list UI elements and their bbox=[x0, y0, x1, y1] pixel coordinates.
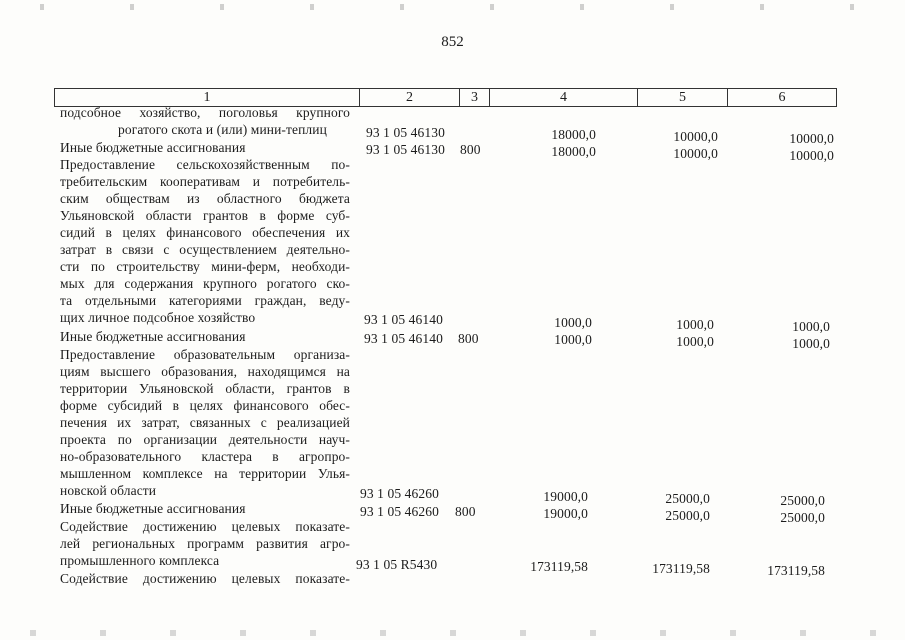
row-value-col6: 10000,0 bbox=[789, 131, 834, 146]
row-value-col4: 19000,0 bbox=[543, 506, 588, 521]
scan-noise-bottom bbox=[0, 630, 905, 636]
desc-line: Предоставление сельскохозяйственным по- bbox=[60, 157, 350, 172]
row-value-col5: 25000,0 bbox=[665, 508, 710, 523]
row-value-col4: 1000,0 bbox=[554, 315, 592, 330]
row-type: 800 bbox=[460, 142, 481, 157]
row-value-col6: 10000,0 bbox=[789, 148, 834, 163]
row-value-col4: 173119,58 bbox=[530, 559, 588, 574]
row-value-col5: 10000,0 bbox=[673, 146, 718, 161]
row-type: 800 bbox=[458, 331, 479, 346]
desc-line: рогатого скота и (или) мини-теплиц bbox=[118, 122, 327, 137]
desc-line: затрат в связи с осуществлением деятельно- bbox=[60, 242, 350, 257]
desc-line: Иные бюджетные ассигнования bbox=[60, 140, 246, 155]
desc-line: подсобное хозяйство, поголовья крупного bbox=[60, 105, 350, 120]
desc-line: Иные бюджетные ассигнования bbox=[60, 329, 246, 344]
row-code: 93 1 05 46140 bbox=[364, 331, 443, 346]
row-value-col5: 10000,0 bbox=[673, 129, 718, 144]
row-value-col5: 1000,0 bbox=[676, 334, 714, 349]
desc-line: печения их затрат, связанных с реализацией bbox=[60, 415, 350, 430]
desc-line: сидий в целях финансового обеспечения их bbox=[60, 225, 350, 240]
desc-line: Содействие достижению целевых показате- bbox=[60, 519, 350, 534]
row-code: 93 1 05 46260 bbox=[360, 504, 439, 519]
row-value-col6: 25000,0 bbox=[780, 493, 825, 508]
col-header-3: 3 bbox=[459, 89, 489, 106]
desc-line: форме субсидий в целях финансового обес- bbox=[60, 398, 350, 413]
row-value-col6: 1000,0 bbox=[792, 336, 830, 351]
row-value-col4: 1000,0 bbox=[554, 332, 592, 347]
desc-line: мых для содержания крупного рогатого ско- bbox=[60, 276, 350, 291]
row-value-col4: 19000,0 bbox=[543, 489, 588, 504]
desc-line: щих личное подсобное хозяйство bbox=[60, 310, 256, 325]
row-code: 93 1 05 46130 bbox=[366, 142, 445, 157]
col-header-6: 6 bbox=[727, 89, 837, 106]
col-header-1: 1 bbox=[54, 89, 359, 106]
desc-line: ским обществам из областного бюджета bbox=[60, 191, 350, 206]
desc-line: но-образовательного кластера в агропро- bbox=[60, 449, 350, 464]
desc-line: новской области bbox=[60, 483, 157, 498]
page-number: 852 bbox=[441, 34, 464, 50]
desc-line: Иные бюджетные ассигнования bbox=[60, 501, 246, 516]
desc-line: циям высшего образования, находящимся на bbox=[60, 364, 350, 379]
row-value-col5: 25000,0 bbox=[665, 491, 710, 506]
scan-noise-top bbox=[0, 4, 905, 10]
row-value-col6: 173119,58 bbox=[767, 563, 825, 578]
row-code: 93 1 05 R5430 bbox=[356, 557, 438, 572]
desc-line: Предоставление образовательным организа- bbox=[60, 347, 350, 362]
desc-line: Содействие достижению целевых показате- bbox=[60, 571, 350, 586]
desc-line: территории Ульяновской области, грантов в bbox=[60, 381, 350, 396]
row-value-col4: 18000,0 bbox=[551, 127, 596, 142]
desc-line: мышленном комплексе на территории Улья- bbox=[60, 466, 350, 481]
desc-line: проекта по организации деятельности науч- bbox=[60, 432, 350, 447]
row-value-col6: 25000,0 bbox=[780, 510, 825, 525]
desc-line: та отдельными категориями граждан, веду- bbox=[60, 293, 350, 308]
col-header-2: 2 bbox=[359, 89, 459, 106]
row-value-col6: 1000,0 bbox=[792, 319, 830, 334]
row-type: 800 bbox=[455, 504, 476, 519]
desc-line: промышленного комплекса bbox=[60, 553, 220, 568]
row-value-col4: 18000,0 bbox=[551, 144, 596, 159]
row-code: 93 1 05 46130 bbox=[366, 125, 445, 140]
row-code: 93 1 05 46140 bbox=[364, 312, 443, 327]
row-code: 93 1 05 46260 bbox=[360, 486, 439, 501]
desc-line: лей региональных программ развития агро- bbox=[60, 536, 350, 551]
desc-line: Ульяновской области грантов в форме суб- bbox=[60, 208, 350, 223]
desc-line: сти по строительству мини-ферм, необходи- bbox=[60, 259, 350, 274]
row-value-col5: 173119,58 bbox=[652, 561, 710, 576]
col-header-4: 4 bbox=[489, 89, 637, 106]
desc-line: требительским кооперативам и потребитель- bbox=[60, 174, 350, 189]
row-value-col5: 1000,0 bbox=[676, 317, 714, 332]
col-header-5: 5 bbox=[637, 89, 727, 106]
